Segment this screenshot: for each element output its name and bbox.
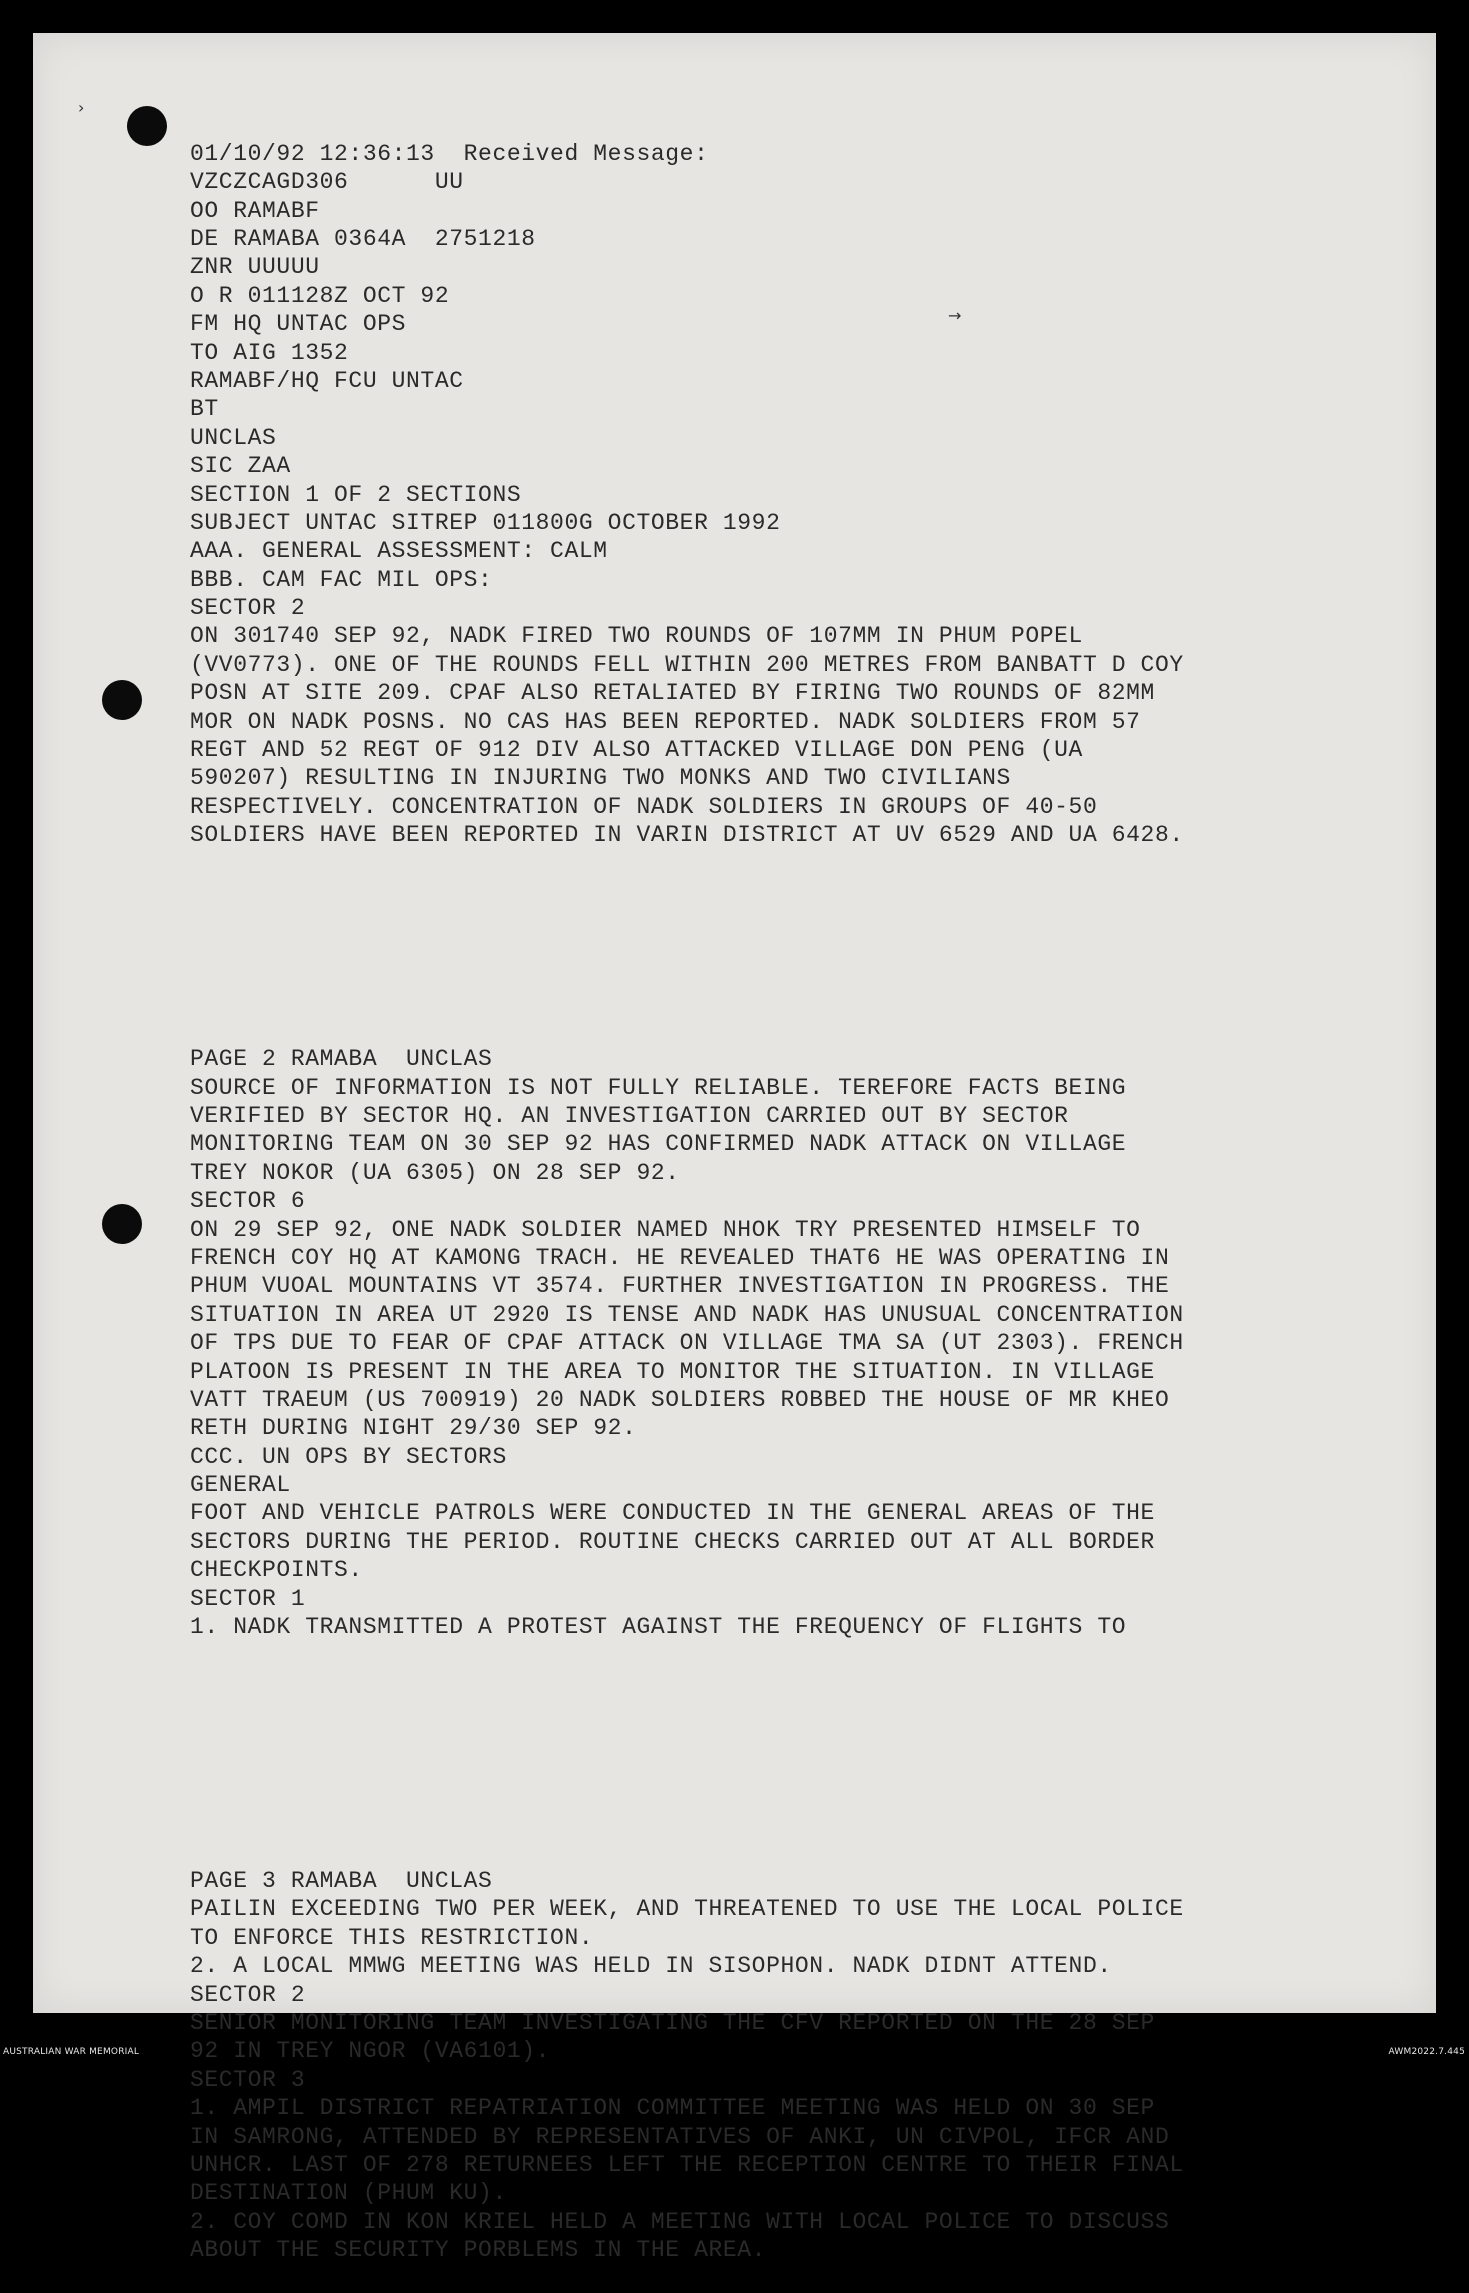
page-3-section [190, 1867, 1390, 2264]
pen-mark-arrow: → [948, 306, 962, 325]
text-line: 2. A LOCAL MMWG MEETING WAS HELD IN SISOPHON. NADK DIDNT ATTEND. [190, 1953, 1112, 1980]
text-line: OF TPS DUE TO FEAR OF CPAF ATTACK ON VILLAGE TMA SA (UT 2303). FRENCH [190, 1330, 1184, 1357]
punch-hole-top [127, 106, 167, 146]
text-line: UNCLAS [190, 424, 277, 451]
text-line: (VV0773). ONE OF THE ROUNDS FELL WITHIN 200 METRES FROM BANBATT D COY [190, 651, 1184, 678]
text-line: 590207) RESULTING IN INJURING TWO MONKS AND TWO CIVILIANS [190, 765, 1011, 792]
text-line: RESPECTIVELY. CONCENTRATION OF NADK SOLDIERS IN GROUPS OF 40-50 [190, 793, 1098, 820]
text-line: SOLDIERS HAVE BEEN REPORTED IN VARIN DISTRICT AT UV 6529 AND UA 6428. [190, 822, 1184, 849]
page-break [190, 906, 1390, 988]
text-line: SECTION 1 OF 2 SECTIONS [190, 481, 522, 508]
text-line: ZNR UUUUU [190, 254, 320, 281]
punch-hole-bottom [102, 1204, 142, 1244]
text-line: PAGE 3 RAMABA UNCLAS [190, 1868, 493, 1895]
text-line: RETH DURING NIGHT 29/30 SEP 92. [190, 1415, 637, 1442]
text-line: SECTORS DURING THE PERIOD. ROUTINE CHECKS CARRIED OUT AT ALL BORDER [190, 1528, 1155, 1555]
text-line: TREY NOKOR (UA 6305) ON 28 SEP 92. [190, 1159, 680, 1186]
text-line: SECTOR 1 [190, 1585, 306, 1612]
text-line: SENIOR MONITORING TEAM INVESTIGATING THE CFV REPORTED ON THE 28 SEP [190, 2009, 1155, 2036]
text-line: SITUATION IN AREA UT 2920 IS TENSE AND NADK HAS UNUSUAL CONCENTRATION [190, 1301, 1184, 1328]
text-line: SUBJECT UNTAC SITREP 011800G OCTOBER 1992 [190, 509, 781, 536]
text-line: CHECKPOINTS. [190, 1557, 363, 1584]
text-line: TO AIG 1352 [190, 339, 349, 366]
text-line: UNHCR. LAST OF 278 RETURNEES LEFT THE RECEPTION CENTRE TO THEIR FINAL [190, 2151, 1184, 2178]
text-line: SOURCE OF INFORMATION IS NOT FULLY RELIABLE. TEREFORE FACTS BEING [190, 1074, 1127, 1101]
text-line: VZCZCAGD306 UU [190, 169, 464, 196]
text-line: SIC ZAA [190, 453, 291, 480]
text-line: FM HQ UNTAC OPS [190, 311, 407, 338]
text-line: 2. COY COMD IN KON KRIEL HELD A MEETING WITH LOCAL POLICE TO DISCUSS [190, 2208, 1170, 2235]
pen-mark: › [78, 98, 85, 117]
text-line: BBB. CAM FAC MIL OPS: [190, 566, 493, 593]
text-line: AAA. GENERAL ASSESSMENT: CALM [190, 538, 608, 565]
text-line: PLATOON IS PRESENT IN THE AREA TO MONITOR THE SITUATION. IN VILLAGE [190, 1358, 1155, 1385]
text-line: 1. NADK TRANSMITTED A PROTEST AGAINST THE FREQUENCY OF FLIGHTS TO [190, 1614, 1127, 1641]
text-line: OO RAMABF [190, 197, 320, 224]
text-line: FOOT AND VEHICLE PATROLS WERE CONDUCTED IN THE GENERAL AREAS OF THE [190, 1500, 1155, 1527]
text-line: PAGE 2 RAMABA UNCLAS [190, 1046, 493, 1073]
text-line: PHUM VUOAL MOUNTAINS VT 3574. FURTHER INVESTIGATION IN PROGRESS. THE [190, 1273, 1170, 1300]
text-line: FRENCH COY HQ AT KAMONG TRACH. HE REVEALED THAT6 HE WAS OPERATING IN [190, 1244, 1170, 1271]
text-line: MOR ON NADK POSNS. NO CAS HAS BEEN REPORTED. NADK SOLDIERS FROM 57 [190, 708, 1141, 735]
telex-message [190, 83, 1390, 2293]
text-line: ON 29 SEP 92, ONE NADK SOLDIER NAMED NHOK TRY PRESENTED HIMSELF TO [190, 1216, 1141, 1243]
text-line: SECTOR 2 [190, 595, 306, 622]
text-line: VATT TRAEUM (US 700919) 20 NADK SOLDIERS ROBBED THE HOUSE OF MR KHEO [190, 1386, 1170, 1413]
message-header-section [190, 140, 1390, 850]
text-line: VERIFIED BY SECTOR HQ. AN INVESTIGATION CARRIED OUT BY SECTOR [190, 1102, 1069, 1129]
text-line: DESTINATION (PHUM KU). [190, 2180, 507, 2207]
text-line: ABOUT THE SECURITY PORBLEMS IN THE AREA. [190, 2237, 767, 2264]
text-line: 1. AMPIL DISTRICT REPATRIATION COMMITTEE MEETING WAS HELD ON 30 SEP [190, 2095, 1155, 2122]
text-line: DE RAMABA 0364A 2751218 [190, 225, 536, 252]
punch-hole-middle [102, 680, 142, 720]
text-line: SECTOR 3 [190, 2066, 306, 2093]
text-line: BT [190, 396, 219, 423]
text-line: GENERAL [190, 1472, 291, 1499]
text-line: CCC. UN OPS BY SECTORS [190, 1443, 507, 1470]
text-line: MONITORING TEAM ON 30 SEP 92 HAS CONFIRMED NADK ATTACK ON VILLAGE [190, 1131, 1127, 1158]
text-line: SECTOR 2 [190, 1981, 306, 2008]
text-line: SECTOR 6 [190, 1188, 306, 1215]
page-break [190, 1698, 1390, 1810]
text-line: 92 IN TREY NGOR (VA6101). [190, 2038, 551, 2065]
text-line: TO ENFORCE THIS RESTRICTION. [190, 1924, 594, 1951]
text-line: O R 011128Z OCT 92 [190, 282, 450, 309]
text-line: IN SAMRONG, ATTENDED BY REPRESENTATIVES OF ANKI, UN CIVPOL, IFCR AND [190, 2123, 1170, 2150]
text-line: PAILIN EXCEEDING TWO PER WEEK, AND THREATENED TO USE THE LOCAL POLICE [190, 1896, 1184, 1923]
text-line: REGT AND 52 REGT OF 912 DIV ALSO ATTACKED VILLAGE DON PENG (UA [190, 737, 1083, 764]
text-line: 01/10/92 12:36:13 Received Message: [190, 140, 709, 167]
text-line: RAMABF/HQ FCU UNTAC [190, 367, 464, 394]
text-line: POSN AT SITE 209. CPAF ALSO RETALIATED BY FIRING TWO ROUNDS OF 82MM [190, 680, 1155, 707]
text-line: ON 301740 SEP 92, NADK FIRED TWO ROUNDS OF 107MM IN PHUM POPEL [190, 623, 1083, 650]
page-2-section [190, 1045, 1390, 1641]
footer-right: AWM2022.7.445 [1388, 2047, 1465, 2057]
footer-left: AUSTRALIAN WAR MEMORIAL [3, 2047, 140, 2057]
